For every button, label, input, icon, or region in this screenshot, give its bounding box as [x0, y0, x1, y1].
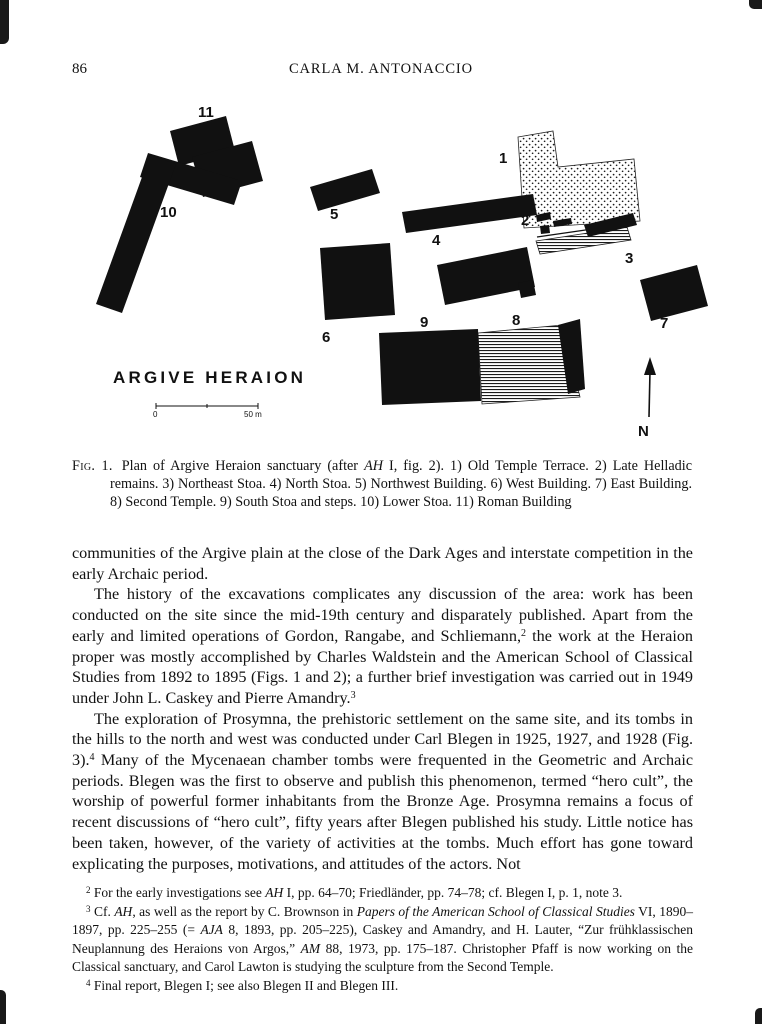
- building-10-label: 10: [160, 204, 177, 221]
- building-2-remains-shape: [540, 225, 550, 234]
- footnote-ref-2: 2: [521, 627, 527, 639]
- building-4-shape: [402, 194, 537, 233]
- footnote-italic: AM: [300, 940, 321, 956]
- footnote-4: [72, 977, 693, 996]
- body-text: [72, 543, 693, 874]
- footnote-number: 3: [86, 903, 91, 914]
- building-1-label: 1: [499, 150, 508, 167]
- building-8-shape: [437, 247, 535, 305]
- footnote-italic: AH: [114, 903, 133, 919]
- paragraph-text: The exploration of Prosymna, the prehistoric settlement on the same site, and its tombs in the hills to the north and west was conducted under Carl Blegen in 1925, 1927, and 1928 (Fig. 3).: [72, 709, 693, 770]
- building-6-label: 6: [322, 329, 331, 346]
- scan-artifact: [749, 0, 762, 9]
- figure-caption: [72, 457, 692, 511]
- paragraph-text: the work at the Heraion proper was mostly accomplished by Charles Waldstein and the American School of Classical Studies from 1892 to 1895 (Figs. 1 and 2); a further brief investigation was carried out in 1949 under John L. Caskey and Pierre Amandry.: [72, 626, 694, 707]
- north-arrow-icon: [644, 357, 656, 417]
- footnote-text: 88, 1973, pp. 175–187. Christopher Pfaff is now working on the Classical sanctuary, and Carol Lawton is studying the sculpture from the Second Temple.: [72, 940, 694, 974]
- body-paragraph-2: [72, 584, 693, 708]
- building-8-annex-shape: [518, 280, 536, 298]
- scan-artifact: [0, 990, 6, 1024]
- building-5-shape: [310, 169, 380, 211]
- footnote-text: Final report, Blegen I; see also Blegen II and Blegen III.: [90, 977, 399, 993]
- footnote-text: For the early investigations see: [90, 885, 266, 900]
- building-10-shape: [96, 155, 176, 313]
- paragraph-text: The history of the excavations complicates any discussion of the area: work has been conducted on the site since the mid-19th century and disparately published. Apart from the early and limited operations of Gordon, Rangabe, and Schliemann,: [72, 585, 693, 645]
- footnote-italic: Papers of the American School of Classical Studies: [356, 903, 635, 919]
- scale-bar: [156, 403, 258, 409]
- building-9-shape: [379, 329, 481, 405]
- caption-italic-work: AH: [364, 458, 383, 474]
- paragraph-text: Many of the Mycenaean chamber tombs were frequented in the Geometric and Archaic periods. Blegen was the first to observe and publish this phenomenon, termed “hero cult”, the worship of powerful former inhabitants from the Bronze Age. Prosymna remains a focus of recent discussions of “hero cult”, fifty years after Blegen published his study. Little notice has been taken, however, of the variety of activities at the tombs. Much effort has gone toward explicating the purposes, motivations, and attitudes of the actors. Not: [72, 751, 693, 873]
- northeast-stoa-shape: [536, 227, 631, 254]
- north-label: N: [638, 423, 649, 440]
- page-number: 86: [72, 61, 87, 77]
- site-plan-figure: [0, 95, 762, 440]
- running-head: CARLA M. ANTONACCIO: [288, 61, 473, 77]
- building-9-label: 9: [420, 314, 429, 331]
- footnote-text: , as well as the report by C. Brownson in: [132, 903, 357, 919]
- footnotes: [72, 884, 693, 995]
- figure-caption-text: Plan of Argive Heraion sanctuary (after: [115, 458, 365, 474]
- footnote-number: 2: [86, 885, 91, 895]
- footnote-italic: AH: [265, 885, 284, 900]
- building-6-shape: [320, 243, 395, 320]
- footnote-italic: AJA: [200, 922, 223, 937]
- building-11-label: 11: [198, 104, 214, 121]
- building-4-label: 4: [432, 232, 441, 249]
- building-2-label: 2: [521, 212, 530, 229]
- footnote-ref-3: 3: [350, 689, 356, 701]
- footnote-text: 8, 1893, pp. 205–225), Caskey and Amandry, and H. Lauter, “Zur frühklassischen Neuplannung des Heraions von Argos,”: [72, 922, 693, 956]
- footnote-2: [72, 884, 693, 903]
- scale-end-label: 50 m: [244, 410, 262, 419]
- footnote-text: I, pp. 64–70; Friedländer, pp. 74–78; cf. Blegen I, p. 1, note 3.: [283, 885, 623, 900]
- building-7-shape: [640, 265, 708, 321]
- footnote-3: [72, 903, 693, 977]
- body-paragraph-3: [72, 709, 693, 875]
- figure-caption-number: Fig. 1.: [72, 458, 113, 474]
- footnote-ref-4: 4: [89, 752, 95, 764]
- building-3-label: 3: [625, 250, 634, 267]
- scan-artifact: [755, 1008, 762, 1024]
- footnote-number: 4: [86, 977, 91, 988]
- scale-zero-label: 0: [153, 410, 158, 419]
- footnote-text: VI, 1890–1897, pp. 225–255 (=: [72, 903, 694, 937]
- building-8-label: 8: [512, 312, 521, 329]
- building-7-label: 7: [660, 315, 669, 332]
- figure-caption-text: I, fig. 2). 1) Old Temple Terrace. 2) Late Helladic remains. 3) Northeast Stoa. 4) North Stoa. 5) Northwest Building. 6) West Building. 7) East Building. 8) Second Temple. 9) South Stoa and steps. 10) Lower Stoa. 11) Roman Building: [110, 458, 692, 510]
- body-paragraph-1: communities of the Argive plain at the close of the Dark Ages and interstate competition in the early Archaic period.: [72, 544, 693, 583]
- footnote-text: Cf.: [90, 903, 115, 919]
- site-name-label: ARGIVE HERAION: [113, 368, 307, 387]
- building-5-label: 5: [330, 206, 339, 223]
- scan-artifact: [0, 0, 9, 44]
